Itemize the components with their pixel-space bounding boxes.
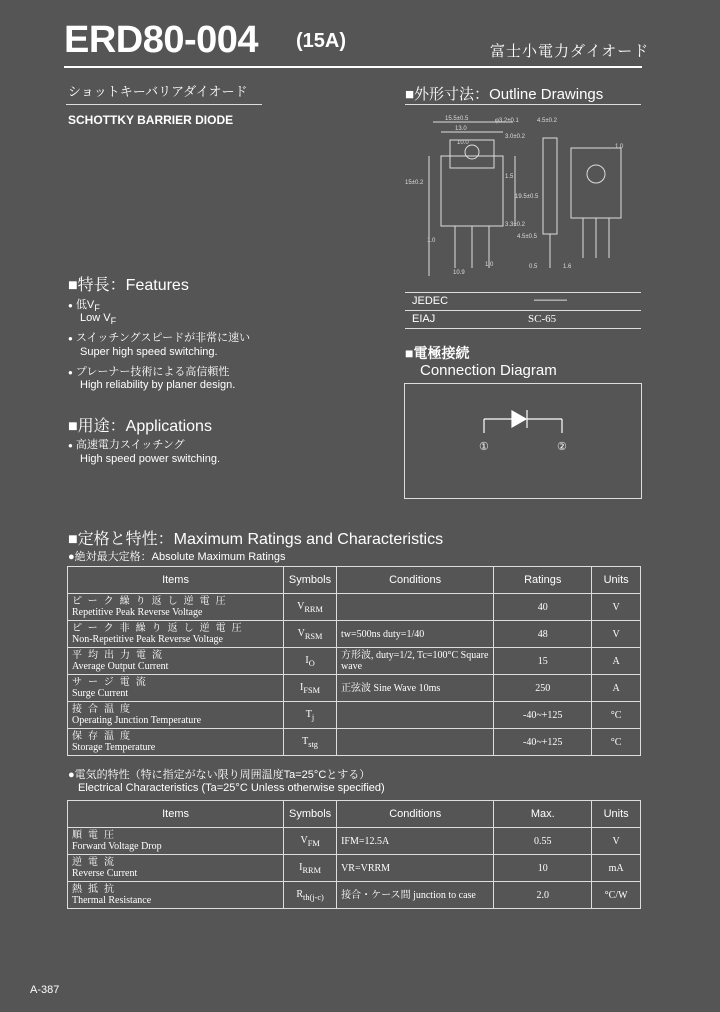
- feature-1-en-text: Low V: [80, 312, 111, 324]
- unit-cell: V: [592, 828, 641, 855]
- rating-value: -40~+125: [494, 702, 592, 729]
- feature-3-jp-text: プレーナー技術による高信頼性: [75, 366, 230, 378]
- condition-cell: [337, 729, 494, 756]
- unit-cell: V: [592, 621, 641, 648]
- item-cell: [68, 702, 284, 729]
- col-max: Max.: [494, 801, 592, 828]
- dim-2: 10.0: [457, 140, 469, 146]
- unit-cell: °C: [592, 702, 641, 729]
- symbol-sub: O: [308, 658, 315, 668]
- connection-heading-en: Connection Diagram: [420, 362, 557, 379]
- unit-cell: mA: [592, 855, 641, 882]
- dim-13: 1.0: [485, 262, 494, 268]
- jedec-top-rule: [405, 292, 641, 293]
- item-jp: 熱抵抗: [72, 884, 120, 895]
- item-en: Non-Repetitive Peak Reverse Voltage: [72, 634, 223, 645]
- condition-cell: 正弦波 Sine Wave 10ms: [337, 675, 494, 702]
- dim-0: 15.5±0.5: [445, 116, 469, 122]
- item-en: Operating Junction Temperature: [72, 715, 202, 726]
- table-row: [68, 882, 641, 909]
- table-row: [68, 594, 641, 621]
- connection-heading-jp: ■電極接続: [405, 345, 470, 361]
- rating-value: 40: [494, 594, 592, 621]
- outline-drawing: [405, 108, 641, 292]
- outline-heading-jp: ■外形寸法：: [405, 86, 490, 103]
- dim-15: 1.6: [563, 264, 572, 270]
- table-row: [68, 855, 641, 882]
- table-row: [68, 675, 641, 702]
- application-1-en: High speed power switching.: [80, 453, 221, 465]
- feature-2-jp: [68, 329, 250, 345]
- max-value: 10: [494, 855, 592, 882]
- electrical-table: [67, 800, 641, 909]
- mount-hole-front: [465, 145, 479, 159]
- feature-2-en: Super high speed switching.: [80, 346, 218, 358]
- item-en: Forward Voltage Drop: [72, 841, 162, 852]
- symbol-main: V: [297, 627, 305, 639]
- feature-1-jp-sub: F: [94, 303, 100, 314]
- applications-heading-en: Applications: [125, 418, 212, 435]
- ratings-heading: [68, 526, 443, 549]
- pin1-label: ①: [479, 441, 489, 453]
- item-jp: サージ電流: [72, 677, 152, 688]
- abs-max-heading: ●絶対最大定格：Absolute Maximum Ratings: [68, 551, 286, 563]
- symbol-main: I: [305, 654, 309, 666]
- symbol-main: I: [299, 861, 303, 873]
- item-jp: 逆電流: [72, 857, 120, 868]
- symbol-sub: FSM: [303, 685, 321, 695]
- symbol-main: I: [300, 681, 304, 693]
- symbol-cell: [284, 882, 337, 909]
- item-cell: [68, 855, 284, 882]
- electrical-header-row: [68, 801, 641, 828]
- item-en: Thermal Resistance: [72, 895, 152, 906]
- application-1-jp-text: 高速電力スイッチング: [75, 439, 185, 451]
- dim-11: 1.0: [427, 238, 436, 244]
- electrical-heading-en: Electrical Characteristics (Ta=25°C Unless otherwise specified): [78, 782, 385, 794]
- dim-6: 15±0.2: [405, 180, 424, 186]
- condition-cell: VR=VRRM: [337, 855, 494, 882]
- eiaj-bottom-rule: [405, 328, 641, 329]
- table-row: [68, 828, 641, 855]
- symbol-cell: [284, 621, 337, 648]
- col-symbols: Symbols: [284, 567, 337, 594]
- dim-3: φ3.2±0.1: [495, 118, 519, 124]
- outline-heading-en: Outline Drawings: [489, 86, 604, 103]
- dim-16: 1.0: [615, 144, 624, 150]
- outline-heading: [405, 83, 603, 104]
- abs-max-table: [67, 566, 641, 756]
- dim-1: 13.0: [455, 126, 467, 132]
- symbol-cell: [284, 828, 337, 855]
- unit-cell: V: [592, 594, 641, 621]
- item-jp: 接合温度: [72, 704, 136, 715]
- applications-heading: [68, 413, 212, 436]
- col-symbols: Symbols: [284, 801, 337, 828]
- item-cell: [68, 594, 284, 621]
- dim-14: 0.5: [529, 264, 538, 270]
- symbol-sub: RRM: [304, 604, 323, 614]
- max-value: 2.0: [494, 882, 592, 909]
- mount-hole-back: [587, 165, 605, 183]
- unit-cell: °C: [592, 729, 641, 756]
- feature-1-en: [80, 312, 116, 326]
- application-1-jp: [68, 436, 185, 452]
- dim-12: 10.9: [453, 270, 465, 276]
- diode-triangle: [512, 411, 526, 427]
- ratings-heading-en: Maximum Ratings and Characteristics: [173, 531, 444, 548]
- condition-cell: [337, 594, 494, 621]
- product-name-en: SCHOTTKY BARRIER DIODE: [68, 113, 234, 127]
- page-number: A-387: [30, 984, 60, 996]
- symbol-cell: [284, 675, 337, 702]
- feature-2-jp-text: スイッチングスピードが非常に速い: [75, 332, 251, 344]
- abs-max-header-row: [68, 567, 641, 594]
- product-rule: [66, 104, 262, 105]
- feature-3-en: High reliability by planer design.: [80, 379, 236, 391]
- col-ratings: Ratings: [494, 567, 592, 594]
- condition-cell: 方形波, duty=1/2, Tc=100°C Square wave: [337, 648, 494, 675]
- dim-7: 19.5±0.5: [515, 194, 539, 200]
- table-row: [68, 621, 641, 648]
- item-cell: [68, 882, 284, 909]
- item-en: Storage Temperature: [72, 742, 156, 753]
- rating-value: -40~+125: [494, 729, 592, 756]
- col-items: Items: [68, 567, 284, 594]
- feature-1-en-sub: F: [110, 316, 117, 327]
- item-cell: [68, 675, 284, 702]
- current-rating: (15A): [296, 30, 347, 52]
- feature-1-jp-text: 低V: [75, 299, 95, 311]
- symbol-sub: RSM: [304, 631, 323, 641]
- jedec-label: JEDEC: [412, 295, 449, 307]
- feature-3-jp: [68, 363, 229, 379]
- condition-cell: 接合・ケース間 junction to case: [337, 882, 494, 909]
- unit-cell: A: [592, 648, 641, 675]
- symbol-main: T: [302, 735, 309, 747]
- rating-value: 250: [494, 675, 592, 702]
- outline-rule: [405, 104, 641, 105]
- maker-title-jp: 富士小電力ダイオード: [490, 43, 650, 60]
- features-heading-jp: ■特長：: [68, 277, 126, 294]
- symbol-main: T: [305, 708, 312, 720]
- symbol-cell: [284, 729, 337, 756]
- item-cell: [68, 648, 284, 675]
- symbol-main: V: [300, 834, 308, 846]
- col-units: Units: [592, 801, 641, 828]
- symbol-sub: j: [311, 712, 315, 722]
- symbol-cell: [284, 702, 337, 729]
- item-cell: [68, 621, 284, 648]
- symbol-cell: [284, 855, 337, 882]
- feature-1-jp: [68, 296, 100, 313]
- item-cell: [68, 729, 284, 756]
- table-row: [68, 648, 641, 675]
- product-name-jp: ショットキーバリアダイオード: [68, 84, 248, 99]
- symbol-cell: [284, 648, 337, 675]
- table-row: [68, 729, 641, 756]
- condition-cell: IFM=12.5A: [337, 828, 494, 855]
- symbol-main: V: [297, 600, 305, 612]
- dim-10: 4.5±0.5: [517, 234, 537, 240]
- col-conditions: Conditions: [337, 567, 494, 594]
- symbol-sub: RRM: [302, 865, 322, 875]
- symbol-sub: FM: [307, 838, 320, 848]
- features-heading-en: Features: [125, 277, 189, 294]
- features-heading: [68, 272, 189, 295]
- part-number: ERD80-004: [64, 19, 259, 61]
- jedec-mid-rule: [405, 310, 641, 311]
- item-jp: 順電圧: [72, 830, 120, 841]
- table-row: [68, 702, 641, 729]
- unit-cell: A: [592, 675, 641, 702]
- dim-9: 3.3±0.2: [505, 222, 525, 228]
- col-units: Units: [592, 567, 641, 594]
- item-jp: ピーク繰り返し逆電圧: [72, 596, 232, 607]
- header-rule: [64, 66, 642, 68]
- symbol-cell: [284, 594, 337, 621]
- electrical-heading-jp: ●電気的特性（特に指定がない限り周囲温度Ta=25°Cとする）: [68, 769, 371, 781]
- item-en: Reverse Current: [72, 868, 138, 879]
- rating-value: 48: [494, 621, 592, 648]
- dim-4: 4.5±0.2: [537, 118, 557, 124]
- item-en: Repetitive Peak Reverse Voltage: [72, 607, 203, 618]
- symbol-sub: th(j-c): [303, 892, 324, 902]
- symbol-main: R: [296, 888, 304, 900]
- unit-cell: °C/W: [592, 882, 641, 909]
- condition-cell: [337, 702, 494, 729]
- symbol-sub: stg: [308, 739, 318, 749]
- col-conditions: Conditions: [337, 801, 494, 828]
- item-jp: 平均出力電流: [72, 650, 168, 661]
- col-items: Items: [68, 801, 284, 828]
- max-value: 0.55: [494, 828, 592, 855]
- package-body-side: [543, 138, 557, 234]
- dim-8: 1.5: [505, 174, 514, 180]
- eiaj-value: SC-65: [528, 313, 557, 325]
- condition-cell: tw=500ns duty=1/40: [337, 621, 494, 648]
- item-cell: [68, 828, 284, 855]
- eiaj-label: EIAJ: [412, 313, 436, 325]
- applications-heading-jp: ■用途：: [68, 418, 126, 435]
- jedec-value: ———: [534, 294, 567, 306]
- item-jp: ピーク非繰り返し逆電圧: [72, 623, 248, 634]
- item-en: Average Output Current: [72, 661, 169, 672]
- dim-5: 3.0±0.2: [505, 134, 525, 140]
- item-jp: 保存温度: [72, 731, 136, 742]
- rating-value: 15: [494, 648, 592, 675]
- item-en: Surge Current: [72, 688, 129, 699]
- ratings-heading-jp: ■定格と特性：: [68, 531, 174, 548]
- pin2-label: ②: [557, 441, 567, 453]
